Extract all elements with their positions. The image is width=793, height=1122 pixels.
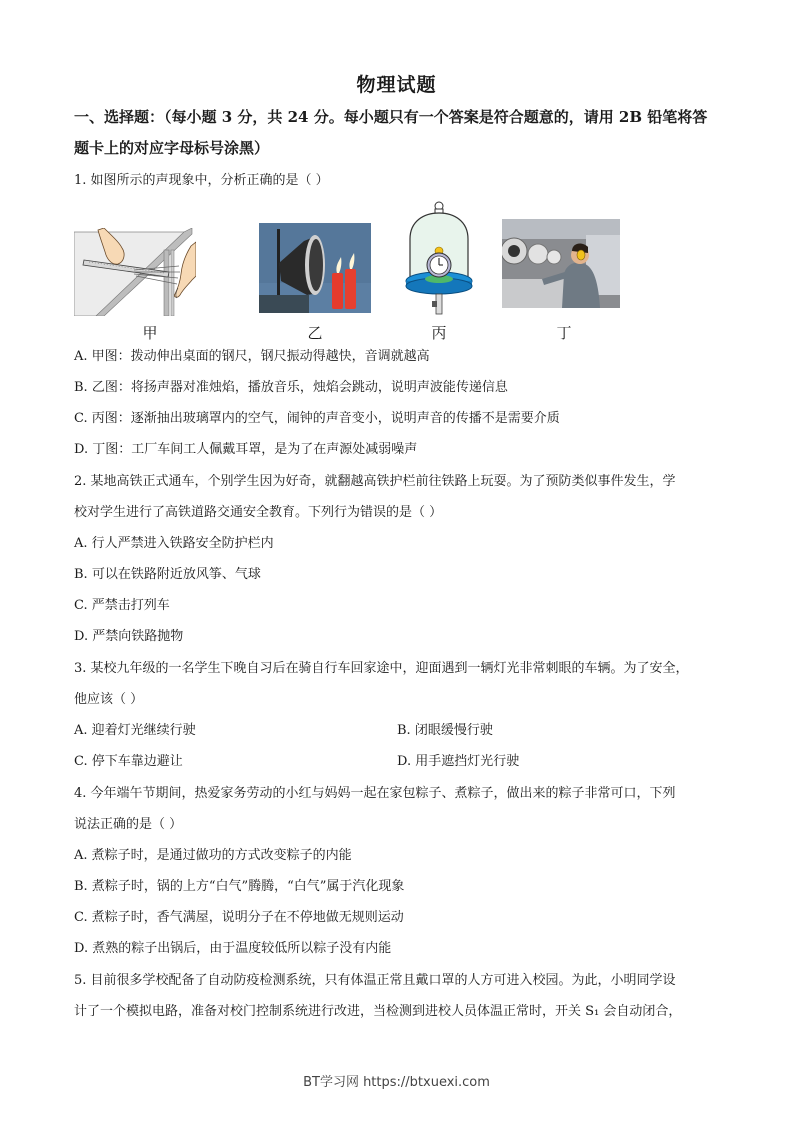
q5-stem-line1: 5. 目前很多学校配备了自动防疫检测系统，只有体温正常且戴口罩的人方可进入校园。为此，小明同学设 xyxy=(74,973,676,988)
q3-stem-line2: 他应该（ ） xyxy=(74,692,144,707)
q2-option-d: D. 严禁向铁路抛物 xyxy=(74,629,184,644)
q4-stem-line1: 4. 今年端午节期间，热爱家务劳动的小红与妈妈一起在家包粽子、煮粽子，做出来的粽子非常可口，下列 xyxy=(74,786,676,801)
q4-option-c: C. 煮粽子时，香气满屋，说明分子在不停地做无规则运动 xyxy=(74,910,404,925)
q1-option-d: D. 丁图：工厂车间工人佩戴耳罩，是为了在声源处减弱噪声 xyxy=(74,442,418,457)
section-heading-line1: 一、选择题：（每小题 3 分，共 24 分。每小题只有一个答案是符合题意的，请用 2B 铅笔将答 xyxy=(74,108,708,126)
q1-option-b: B. 乙图：将扬声器对准烛焰，播放音乐，烛焰会跳动，说明声波能传递信息 xyxy=(74,380,508,395)
footer-watermark: BT学习网 https://btxuexi.com xyxy=(303,1075,490,1090)
q3-option-d: D. 用手遮挡灯光行驶 xyxy=(397,754,520,769)
figure-caption-bing: 丙 xyxy=(431,324,447,342)
q1-stem: 1. 如图所示的声现象中，分析正确的是（ ） xyxy=(74,173,329,188)
figure-caption-jia: 甲 xyxy=(142,324,158,342)
section-heading-line2: 题卡上的对应字母标号涂黑） xyxy=(74,139,270,157)
q2-stem-line1: 2. 某地高铁正式通车，个别学生因为好奇，就翻越高铁护栏前往铁路上玩耍。为了预防类似事件发生，学 xyxy=(74,474,676,489)
q4-option-b: B. 煮粽子时，锅的上方“白气”腾腾，“白气”属于汽化现象 xyxy=(74,879,405,894)
q3-option-b: B. 闭眼缓慢行驶 xyxy=(397,723,493,738)
q4-stem-line2: 说法正确的是（ ） xyxy=(74,817,183,832)
q4-option-d: D. 煮熟的粽子出锅后，由于温度较低所以粽子没有内能 xyxy=(74,941,392,956)
q2-option-c: C. 严禁击打列车 xyxy=(74,598,170,613)
bell-jar-alarm-clock-illustration-icon xyxy=(404,201,474,317)
figure-caption-yi: 乙 xyxy=(307,324,323,342)
q2-option-b: B. 可以在铁路附近放风筝、气球 xyxy=(74,567,261,582)
q3-option-c: C. 停下车靠边避让 xyxy=(74,754,183,769)
speaker-candle-photo-icon xyxy=(259,223,371,313)
q1-option-a: A. 甲图：拨动伸出桌面的钢尺，钢尺振动得越快，音调就越高 xyxy=(74,349,430,364)
factory-worker-earmuffs-photo-icon xyxy=(502,219,620,308)
q5-stem-line2: 计了一个模拟电路，准备对校门控制系统进行改进，当检测到进校人员体温正常时，开关 S₁ 会自动闭合， xyxy=(74,1004,682,1019)
q1-option-c: C. 丙图：逐渐抽出玻璃罩内的空气，闹钟的声音变小，说明声音的传播不是需要介质 xyxy=(74,411,560,426)
figure-caption-ding: 丁 xyxy=(556,324,572,342)
q2-option-a: A. 行人严禁进入铁路安全防护栏内 xyxy=(74,536,274,551)
vibrating-ruler-illustration-icon xyxy=(74,228,196,316)
q3-option-a: A. 迎着灯光继续行驶 xyxy=(74,723,196,738)
q2-stem-line2: 校对学生进行了高铁道路交通安全教育。下列行为错误的是（ ） xyxy=(74,505,443,520)
page-title: 物理试题 xyxy=(356,74,437,96)
q4-option-a: A. 煮粽子时，是通过做功的方式改变粽子的内能 xyxy=(74,848,352,863)
q3-stem-line1: 3. 某校九年级的一名学生下晚自习后在骑自行车回家途中，迎面遇到一辆灯光非常刺眼的车辆。为了安全， xyxy=(74,661,689,676)
